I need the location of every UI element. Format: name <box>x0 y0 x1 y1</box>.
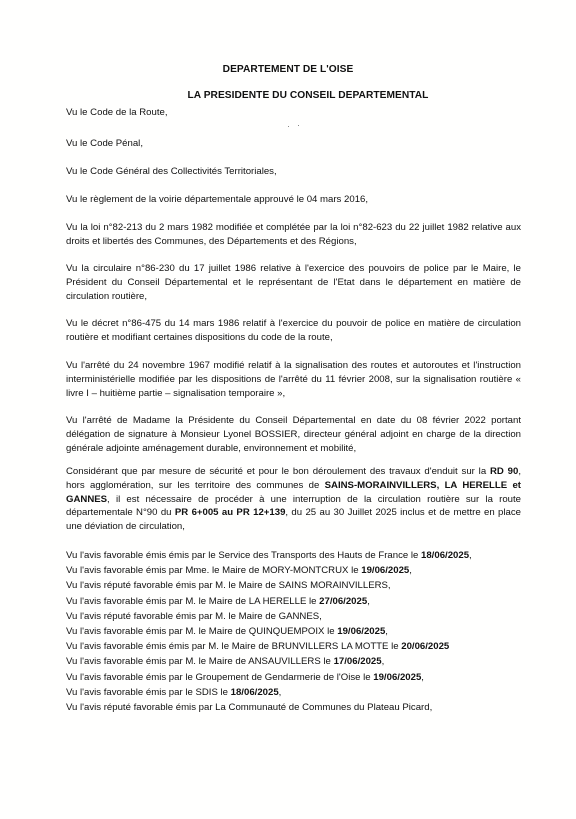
considerant-pr-range: PR 6+005 au PR 12+139 <box>174 507 286 519</box>
visa-circulaire-1986: Vu la circulaire n°86-230 du 17 juillet 1986 relative à l'exercice des pouvoirs de police par le Maire, le Président du Conseil Départemental et le représentant de l'Etat dans le département en matière de circulation routière, <box>66 263 521 302</box>
avis-item: Vu l'avis réputé favorable émis par M. le Maire de SAINS MORAINVILLERS, <box>66 580 391 592</box>
visa-reglement-voirie: Vu le règlement de la voirie départementale approuvé le 04 mars 2016, <box>66 194 369 205</box>
avis-date: 19/06/2025 <box>337 626 386 638</box>
visa-cgct: Vu le Code Général des Collectivités Territoriales, <box>66 166 277 177</box>
department-heading: DEPARTEMENT DE L'OISE <box>222 64 354 75</box>
avis-item: Vu l'avis favorable émis par le SDIS le 18/06/2025, <box>66 686 282 698</box>
visa-code-route: Vu le Code de la Route, <box>66 107 168 118</box>
avis-date: 17/06/2025 <box>333 656 382 668</box>
considerant-text-4: , du 25 au 30 Juillet 2025 inclus et de mettre en place une déviation de circulation, <box>66 507 521 533</box>
avis-item: Vu l'avis favorable émis émis par M. le Maire de BRUNVILLERS LA MOTTE le 20/06/2025 <box>66 641 450 653</box>
avis-date: 19/06/2025 <box>373 671 422 683</box>
visa-arrete-signalisation: Vu l'arrêté du 24 novembre 1967 modifié relatif à la signalisation des routes et autoroutes et l'instruction interministérielle modifiée par les dispositions de l'arrêté du 11 février 2008, sur la signalisation routière « livre I – huitième partie – signalisation temporaire », <box>66 360 521 399</box>
visa-loi-1982: Vu la loi n°82-213 du 2 mars 1982 modifiée et complétée par la loi n°82-623 du 22 juillet 1982 relative aux droits et libertés des Communes, des Départements et des Régions, <box>66 222 521 247</box>
considerant-text-2: , hors agglomération, sur les territoire des communes de <box>66 466 521 491</box>
avis-item: Vu l'avis favorable émis par M. le Maire de ANSAUVILLERS le 17/06/2025, <box>66 656 385 668</box>
avis-list <box>66 548 526 715</box>
considerant-communes: SAINS-MORAINVILLERS, LA HERELLE et GANNES <box>66 479 521 505</box>
avis-item: Vu l'avis favorable émis par M. le Maire de QUINQUEMPOIX le 19/06/2025, <box>66 626 388 638</box>
avis-date: 18/06/2025 <box>230 686 279 698</box>
visa-code-penal: Vu le Code Pénal, <box>66 138 143 149</box>
avis-item: Vu l'avis réputé favorable émis par M. le Maire de GANNES, <box>66 610 322 622</box>
avis-item: Vu l'avis favorable émis par le Groupement de Gendarmerie de l'Oise le 19/06/2025, <box>66 671 424 683</box>
avis-item: Vu l'avis favorable émis émis par le Service des Transports des Hauts de France le 18/06/2025, <box>66 550 472 561</box>
visa-delegation-signature: Vu l'arrêté de Madame la Présidente du Conseil Départemental en date du 08 février 2022 portant délégation de signature à Monsieur Lyonel BOSSIER, directeur général adjoint en charge de la direction générale adjointe aménagement durable, environnement et mobilité, <box>66 415 521 454</box>
avis-date: 19/06/2025 <box>361 565 410 577</box>
considerant-text-1: Considérant que par mesure de sécurité et pour le bon déroulement des travaux d'enduit sur la <box>66 466 490 477</box>
avis-date: 27/06/2025 <box>319 595 368 607</box>
considerant-paragraph <box>66 465 521 534</box>
avis-item: Vu l'avis réputé favorable émis par La Communauté de Communes du Plateau Picard, <box>66 702 433 714</box>
authority-heading: LA PRESIDENTE DU CONSEIL DEPARTEMENTAL <box>187 90 429 101</box>
scan-speck <box>298 125 299 126</box>
considerant-text-3: , il est nécessaire de procéder à une interruption de la circulation routière sur la route départementale N°90 du <box>66 493 521 519</box>
avis-item: Vu l'avis favorable émis par M. le Maire de LA HERELLE le 27/06/2025, <box>66 595 370 607</box>
scan-speck <box>288 126 289 127</box>
considerant-road: RD 90 <box>489 466 519 477</box>
avis-item: Vu l'avis favorable émis par Mme. le Maire de MORY-MONTCRUX le 19/06/2025, <box>66 565 412 577</box>
avis-date: 18/06/2025 <box>421 550 470 561</box>
visa-decret-1986: Vu le décret n°86-475 du 14 mars 1986 relatif à l'exercice du pouvoir de police en matière de circulation routière et modifiant certaines dispositions du code de la route, <box>66 318 521 343</box>
avis-date: 20/06/2025 <box>401 641 450 653</box>
